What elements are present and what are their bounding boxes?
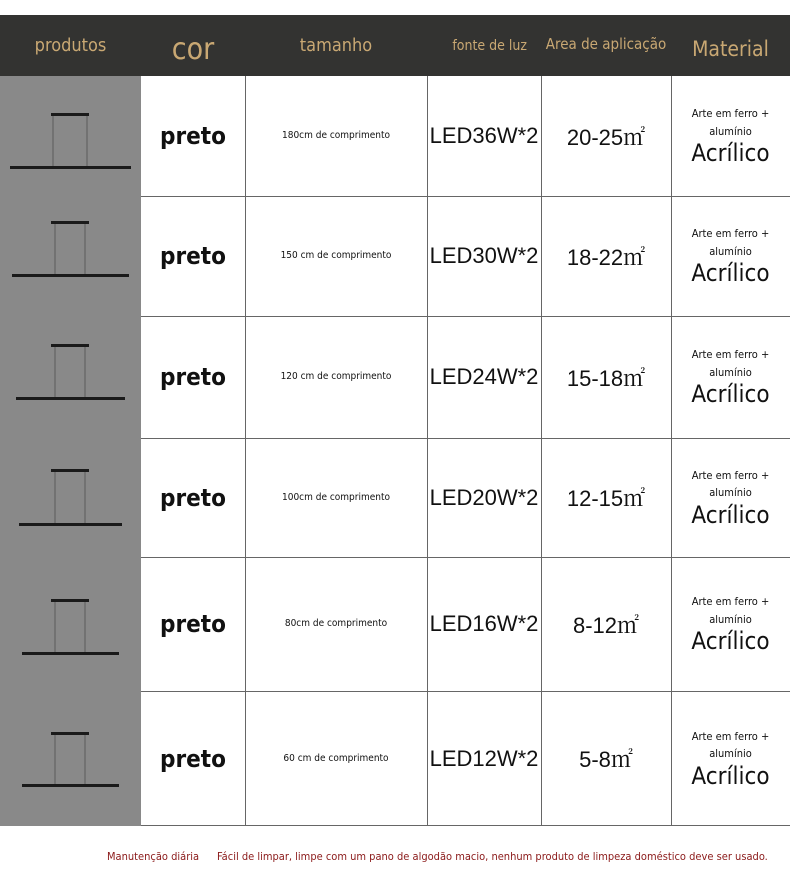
tamanho-value: 180cm de comprimento bbox=[282, 130, 390, 141]
cor-value: preto bbox=[160, 483, 226, 512]
header-fonte-de-luz: fonte de luz bbox=[452, 37, 527, 54]
fonte-value: LED30W*2 bbox=[429, 243, 539, 268]
column-divider bbox=[671, 76, 672, 826]
tamanho-value: 150 cm de comprimento bbox=[280, 250, 392, 261]
pendant-lamp-icon bbox=[0, 691, 141, 826]
tamanho-value: 120 cm de comprimento bbox=[280, 371, 392, 382]
row-divider bbox=[141, 691, 790, 692]
column-divider bbox=[427, 76, 428, 826]
header-material: Material bbox=[692, 36, 769, 61]
cor-value: preto bbox=[160, 363, 226, 391]
material-small: Arte em ferro + alumínio bbox=[691, 468, 770, 500]
tamanho-value: 80cm de comprimento bbox=[284, 618, 388, 629]
product-image bbox=[0, 438, 141, 557]
header-area-de-aplicacao: Area de aplicação bbox=[545, 34, 667, 53]
material-big: Acrílico bbox=[691, 627, 770, 656]
material-small: Arte em ferro + alumínio bbox=[691, 729, 770, 761]
cor-value: preto bbox=[160, 744, 226, 773]
material-cell bbox=[671, 196, 790, 316]
fonte-value: LED16W*2 bbox=[429, 611, 539, 636]
row-divider bbox=[141, 438, 790, 439]
row-divider bbox=[141, 316, 790, 317]
pendant-lamp-icon bbox=[0, 316, 141, 438]
fonte-value: LED12W*2 bbox=[429, 745, 539, 771]
footer-label: Manutenção diária bbox=[107, 850, 200, 863]
material-cell bbox=[671, 76, 790, 196]
header-cor: cor bbox=[171, 32, 215, 67]
fonte-value: LED24W*2 bbox=[429, 364, 539, 389]
area-value: 12-15㎡ bbox=[566, 486, 646, 511]
material-cell bbox=[671, 316, 790, 438]
tamanho-value: 60 cm de comprimento bbox=[283, 752, 389, 764]
material-small: Arte em ferro + alumínio bbox=[691, 595, 770, 626]
column-divider bbox=[541, 76, 542, 826]
material-big: Acrílico bbox=[691, 500, 770, 529]
product-image bbox=[0, 76, 141, 196]
pendant-lamp-icon bbox=[0, 76, 141, 196]
material-big: Acrílico bbox=[691, 139, 770, 168]
cor-value: preto bbox=[160, 242, 226, 270]
product-image bbox=[0, 316, 141, 438]
area-value: 18-22㎡ bbox=[566, 244, 646, 270]
cor-value: preto bbox=[160, 122, 226, 150]
table-header bbox=[0, 15, 790, 76]
row-divider bbox=[141, 196, 790, 197]
material-small: Arte em ferro + alumínio bbox=[691, 227, 770, 258]
material-cell bbox=[671, 557, 790, 691]
pendant-lamp-icon bbox=[0, 557, 141, 691]
material-small: Arte em ferro + alumínio bbox=[691, 348, 770, 379]
material-cell bbox=[671, 438, 790, 557]
product-image bbox=[0, 196, 141, 316]
row-divider bbox=[141, 557, 790, 558]
material-small: Arte em ferro + alumínio bbox=[691, 107, 770, 138]
material-big: Acrílico bbox=[691, 761, 770, 790]
tamanho-value: 100cm de comprimento bbox=[282, 491, 390, 503]
pendant-lamp-icon bbox=[0, 196, 141, 316]
fonte-value: LED20W*2 bbox=[429, 484, 539, 510]
material-cell bbox=[671, 691, 790, 826]
header-produtos: produtos bbox=[34, 35, 107, 56]
column-divider bbox=[245, 76, 246, 826]
area-value: 20-25㎡ bbox=[566, 124, 646, 150]
footer bbox=[0, 826, 790, 891]
footer-text: Fácil de limpar, limpe com um pano de algodão macio, nenhum produto de limpeza doméstico deve ser usado. bbox=[217, 850, 768, 863]
cor-value: preto bbox=[160, 610, 226, 638]
product-image bbox=[0, 691, 141, 826]
area-value: 15-18㎡ bbox=[566, 365, 646, 391]
material-big: Acrílico bbox=[691, 259, 770, 288]
top-margin bbox=[0, 0, 790, 15]
product-image bbox=[0, 557, 141, 691]
area-value: 8-12㎡ bbox=[572, 612, 640, 638]
fonte-value: LED36W*2 bbox=[429, 123, 539, 148]
area-value: 5-8㎡ bbox=[579, 747, 633, 772]
pendant-lamp-icon bbox=[0, 438, 141, 557]
header-tamanho: tamanho bbox=[299, 35, 373, 56]
material-big: Acrílico bbox=[691, 380, 770, 409]
